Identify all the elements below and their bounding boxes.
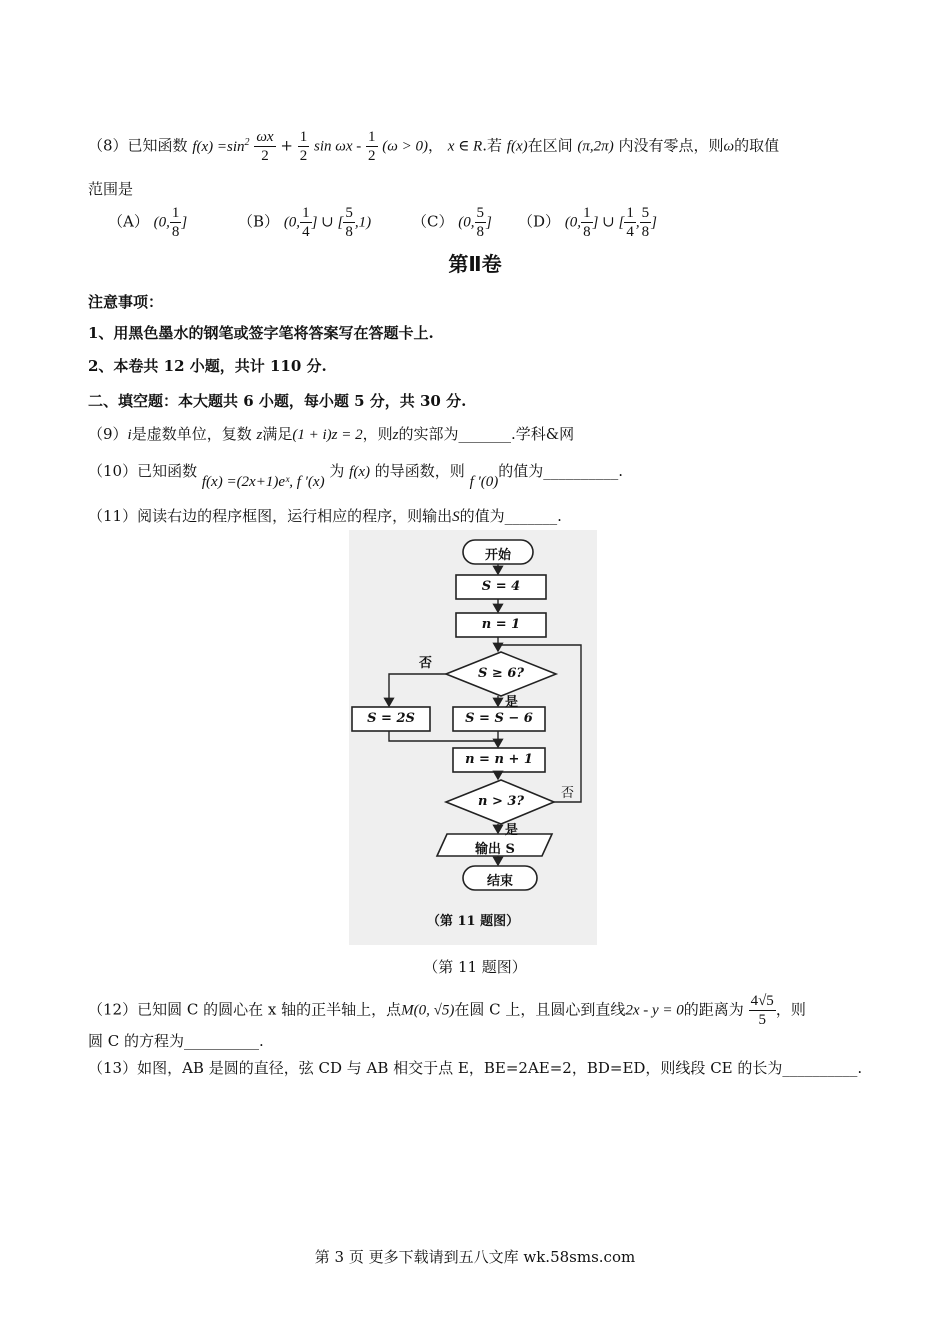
q8-option-c: （C） (0, $\frac{5}{8}$ ] xyxy=(412,205,492,240)
flow-n1-label: n = 1 xyxy=(481,617,521,632)
flow-ninc-label: n = n + 1 xyxy=(465,752,533,767)
q8-comma: ， xyxy=(428,136,444,155)
flow-yes1-label: 是 xyxy=(505,695,519,710)
question-12: （12）已知圆 C 的圆心在 x 轴的正半轴上，点M(0, √5)在圆 C 上，且圆心到直线2x - y = 0的距离为 $\frac{4√5}{5}$ ，则 xyxy=(88,993,806,1028)
question-10: （10）已知函数 f(x) =(2x+1)eˣ, f ′(x) 为 f(x) 的导函数，则 f ′(0)的值为__________. xyxy=(88,462,624,490)
q8-interval: (π,2π) xyxy=(577,138,614,155)
flow-ssub-label: S = S − 6 xyxy=(465,711,533,726)
q12-line2: 圆 C 的方程为__________. xyxy=(88,1032,264,1050)
q8-frac-half: $\frac{1}{2}$ xyxy=(299,129,308,164)
question-13: （13）如图，AB 是圆的直径，弦 CD 与 AB 相交于点 E，BE=2AE=2，BD=ED，则线段 CE 的长为__________. xyxy=(88,1059,863,1077)
q8-option-b: （B） (0, $\frac{1}{4}$ ] ∪ [ $\frac{5}{8}$ ,1) xyxy=(238,205,372,240)
flow-inner-caption: （第 11 题图） xyxy=(426,914,520,929)
note-2: 2、本卷共 12 小题，共计 110 分. xyxy=(88,357,327,375)
flow-yes2-label: 是 xyxy=(505,823,519,838)
q8-line2: 范围是 xyxy=(88,180,134,198)
note-1: 1、用黑色墨水的钢笔或签字笔将答案写在答题卡上. xyxy=(88,324,434,342)
notes-heading: 注意事项： xyxy=(88,293,164,311)
flow-cond2-label: n > 3? xyxy=(477,794,525,809)
q8-mid3: 内没有零点，则 xyxy=(618,136,724,155)
q8-option-a: （A） (0, $\frac{1}{8}$ ] xyxy=(108,205,188,240)
section-title: 第Ⅱ卷 xyxy=(448,252,502,276)
q8-frac-half2: $\frac{1}{2}$ xyxy=(368,129,376,164)
q8-omega: ω xyxy=(723,138,735,155)
question-9: （9）i是虚数单位，复数 z满足(1 + i)z = 2，则z的实部为_______.学科&网 xyxy=(88,425,575,443)
q11-caption: （第 11 题图） xyxy=(423,958,527,976)
flow-s2s-label: S = 2S xyxy=(367,711,415,726)
q8-option-d: （D） (0, $\frac{1}{8}$ ] ∪ [ $\frac{1}{4}$ , $\frac{5}{8}$ ] xyxy=(518,205,657,240)
question-8 xyxy=(88,128,779,165)
flow-start-label: 开始 xyxy=(484,548,511,563)
q8-mid2: 在区间 xyxy=(527,136,573,155)
flow-no2-label: 否 xyxy=(561,786,575,801)
flowchart-figure xyxy=(349,530,597,945)
q8-fx2: f(x) xyxy=(506,138,528,155)
page-footer: 第 3 页 更多下载请到五八文库 wk.58sms.com xyxy=(314,1248,636,1266)
fill-section-heading: 二、填空题：本大题共 6 小题，每小题 5 分，共 30 分. xyxy=(88,392,467,410)
q8-fx: $f(x) =\sin^2$ xyxy=(192,136,250,155)
flow-output-label: 输出 S xyxy=(475,842,515,857)
q8-frac-wx: $\frac{\omega x}{2}$ xyxy=(256,129,274,164)
flow-no1-label: 否 xyxy=(419,656,433,671)
q8-tail: 的取值 xyxy=(734,136,780,155)
flow-cond1-label: S ≥ 6? xyxy=(478,666,524,681)
q8-mid: .若 xyxy=(482,136,503,155)
flow-s4-label: S = 4 xyxy=(481,579,521,594)
q8-cond: (ω > 0) xyxy=(382,138,428,155)
q12-distance-frac: $\frac{4√5}{5}$ xyxy=(750,993,774,1028)
q8-lead: （8）已知函数 xyxy=(88,136,188,155)
question-11: （11）阅读右边的程序框图，运行相应的程序，则输出S的值为_______. xyxy=(88,507,562,525)
flow-end-label: 结束 xyxy=(486,874,513,889)
q8-domain: x ∈ R xyxy=(447,138,483,155)
q8-plus: + xyxy=(280,136,293,155)
q8-sin: sin ωx - xyxy=(313,138,362,155)
